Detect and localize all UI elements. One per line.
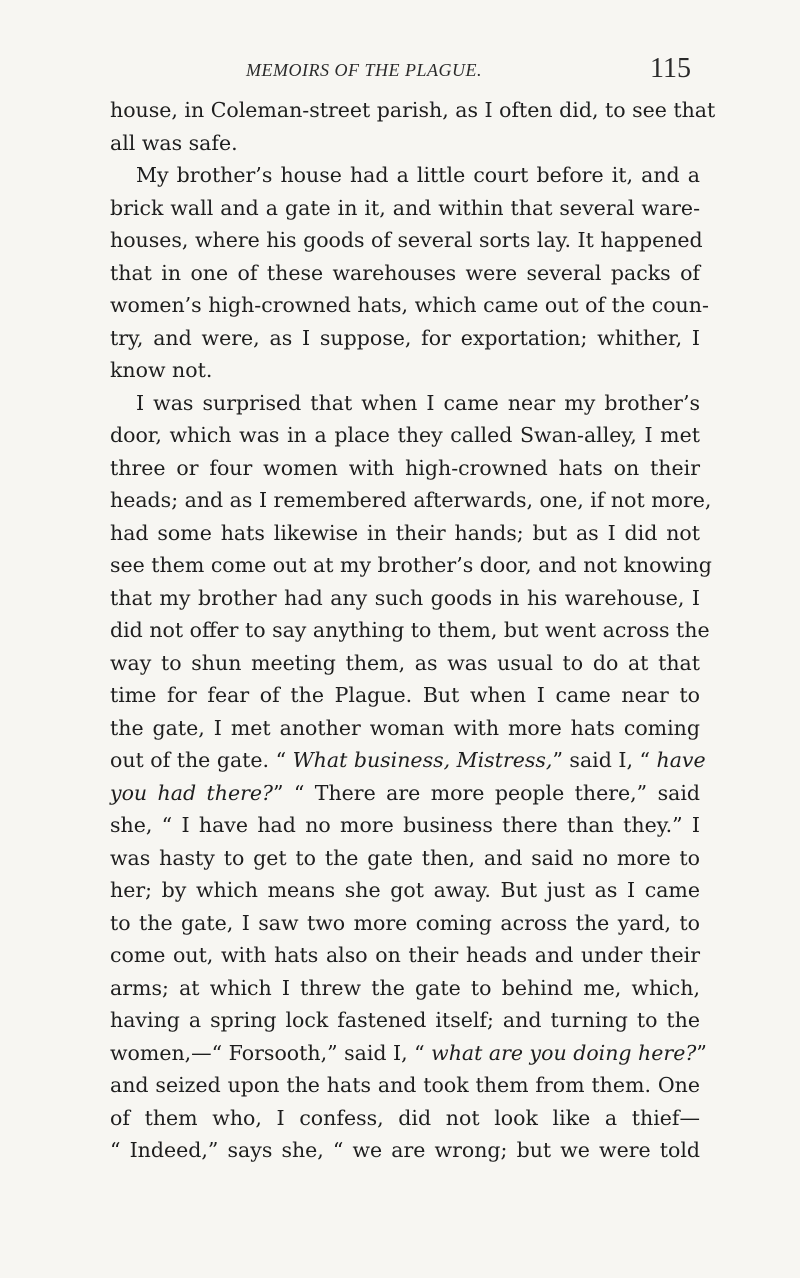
body-text [110, 94, 716, 1167]
text-line [110, 582, 700, 615]
text-run: women’s high-crowned hats, which came out of the coun- [110, 293, 709, 317]
text-run: ” “ There are more people there,” said [273, 780, 700, 805]
text-line [110, 712, 700, 745]
text-line [110, 1037, 707, 1070]
text-line [110, 939, 700, 972]
italic-text: have [656, 748, 706, 772]
text-run: three or four women with high-crowned hats on their [110, 455, 700, 480]
text-run: ” [696, 1040, 707, 1065]
text-run: I was surprised that when I came near my brother’s [136, 390, 700, 415]
text-run: that my brother had any such goods in his warehouse, I [110, 585, 700, 610]
text-run: brick wall and a gate in it, and within that several ware- [110, 195, 700, 220]
text-run: house, in Coleman-street parish, as I often did, to see that [110, 98, 716, 122]
italic-text: you had there? [110, 780, 273, 805]
text-line [110, 289, 709, 322]
text-run: try, and were, as I suppose, for exportation; whither, I [110, 325, 700, 350]
text-line [110, 809, 700, 842]
text-line [110, 484, 712, 517]
text-run: she, “ I have had no more business there than they.” I [110, 813, 700, 837]
text-run: My brother’s house had a little court before it, and a [136, 163, 700, 187]
text-run: out of the gate. “ [110, 748, 293, 772]
text-run: and seized upon the hats and took them from them. One [110, 1073, 700, 1097]
text-run: know not. [110, 358, 213, 382]
text-run: having a spring lock fastened itself; and turning to the [110, 1008, 700, 1032]
text-run: way to shun meeting them, as was usual to do at that [110, 650, 700, 675]
italic-text: what are you doing here? [431, 1040, 697, 1065]
text-line [110, 387, 700, 420]
text-line [110, 614, 710, 647]
text-run: did not offer to say anything to them, but went across the [110, 618, 710, 642]
text-line [110, 842, 700, 875]
text-line [110, 452, 700, 485]
text-line [110, 1004, 700, 1037]
text-line [110, 874, 700, 907]
text-run: heads; and as I remembered afterwards, one, if not more, [110, 488, 712, 512]
text-line [110, 647, 700, 680]
text-line [110, 127, 700, 160]
text-run: ” said I, “ [552, 748, 657, 772]
text-line [110, 777, 700, 810]
text-line [110, 224, 703, 257]
text-line [110, 679, 700, 712]
text-run: her; by which means she got away. But just as I came [110, 878, 700, 902]
text-run: come out, with hats also on their heads and under their [110, 943, 700, 967]
text-line [110, 549, 712, 582]
text-run: had some hats likewise in their hands; but as I did not [110, 520, 700, 545]
page-number: 115 [650, 53, 691, 84]
text-run: the gate, I met another woman with more hats coming [110, 715, 700, 740]
text-line [110, 159, 700, 192]
page-header [0, 53, 800, 90]
running-title: MEMOIRS OF THE PLAGUE. [246, 60, 482, 80]
text-line [110, 257, 700, 290]
text-line [110, 419, 700, 452]
text-line [110, 322, 700, 355]
text-line [110, 94, 716, 127]
text-line [110, 972, 700, 1005]
text-line [110, 192, 700, 225]
text-run: was hasty to get to the gate then, and said no more to [110, 845, 700, 870]
text-line [110, 1102, 700, 1135]
text-run: “ Indeed,” says she, “ we are wrong; but we were told [110, 1138, 700, 1162]
text-run: to the gate, I saw two more coming across the yard, to [110, 910, 700, 935]
text-line [110, 744, 706, 777]
text-line [110, 1134, 700, 1167]
text-run: of them who, I confess, did not look like a thief— [110, 1105, 700, 1130]
text-line [110, 907, 700, 940]
text-run: door, which was in a place they called Swan-alley, I met [110, 423, 700, 447]
italic-text: What business, Mistress, [292, 748, 553, 772]
text-line [110, 354, 700, 387]
text-run: that in one of these warehouses were several packs of [110, 260, 700, 285]
text-run: women,—“ Forsooth,” said I, “ [110, 1040, 432, 1065]
text-run: houses, where his goods of several sorts lay. It happened [110, 228, 703, 252]
text-line [110, 517, 700, 550]
text-run: all was safe. [110, 130, 238, 155]
text-line [110, 1069, 700, 1102]
text-run: arms; at which I threw the gate to behind me, which, [110, 975, 700, 1000]
text-run: time for fear of the Plague. But when I came near to [110, 683, 700, 707]
text-run: see them come out at my brother’s door, and not knowing [110, 553, 712, 577]
